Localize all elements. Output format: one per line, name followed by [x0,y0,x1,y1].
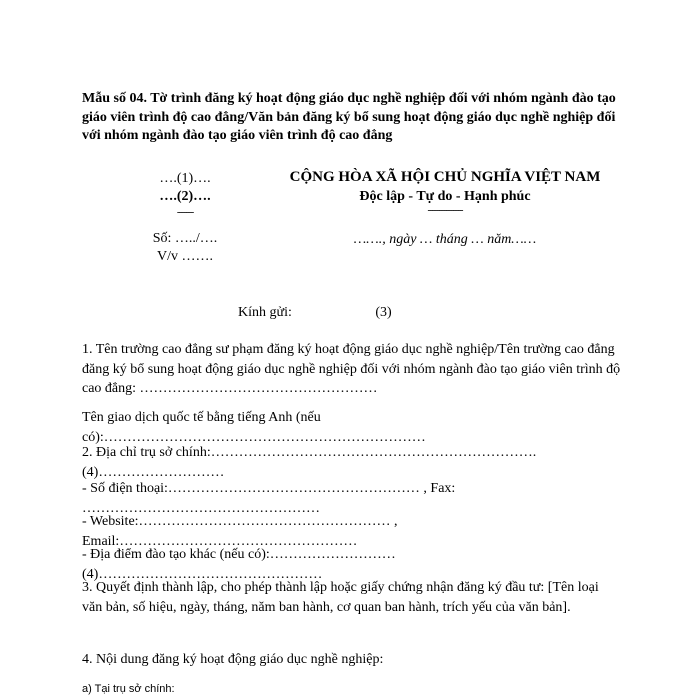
document-subject: V/v ……. [157,249,213,264]
recipient-ref: (3) [375,305,392,320]
document-date: ……., ngày … tháng … năm…… [353,232,537,247]
recipient-label: Kính gửi: [238,305,292,320]
recipient-line [238,305,392,321]
subitem-a-headquarters: a) Tại trụ sở chính: [82,683,175,695]
nation-name: CỘNG HÒA XÃ HỘI CHỦ NGHĨA VIỆT NAM [289,169,601,185]
document-title: Mẫu số 04. Tờ trình đăng ký hoạt động giáo dục nghề nghiệp đối với nhóm ngành đào tạo giáo viên trình độ cao đẳng/Văn bản đăng ký bổ sung hoạt động giáo dục nghề nghiệp đối với nhóm ngành đào tạo giáo viên trình độ cao đẳng [82,91,616,143]
agency-line-2: ….(2)…. [159,189,211,204]
national-header [285,168,605,249]
agency-divider: ------- [176,207,194,218]
item-website-email: - Website:……………………………………………… , Email:…………………………………………… [82,514,398,549]
document-number: Số: …../…. [152,231,218,246]
item-international-name: Tên giao dịch quốc tế bằng tiếng Anh (nếu có):…………………………………………………………… [82,410,426,445]
item-1-school-name: 1. Tên trường cao đẳng sư phạm đăng ký hoạt động giáo dục nghề nghiệp/Tên trường cao đẳng đăng ký bổ sung hoạt động giáo dục nghề nghiệp đối với nhóm ngành đào tạo giáo viên trình độ cao đẳng: …………………………………………… [82,342,621,396]
agency-line-1: ….(1)…. [159,171,211,186]
item-2-address: 2. Địa chỉ trụ sở chính:……………………………………………………………. (4)……………………… [82,445,537,480]
agency-header [130,170,240,266]
motto-divider: --------------- [427,205,463,216]
item-other-location: - Địa điểm đào tạo khác (nếu có):……………………… (4)………………………………………… [82,547,396,582]
item-phone-fax: - Số điện thoại:……………………………………………… , Fax: …………………………………………… [82,481,456,516]
item-3-decision: 3. Quyết định thành lập, cho phép thành lập hoặc giấy chứng nhận đăng ký đầu tư: [Tên loại văn bản, số hiệu, ngày, tháng, năm ban hành, cơ quan ban hành, trích yếu của văn bản]. [82,580,599,615]
item-4-content: 4. Nội dung đăng ký hoạt động giáo dục nghề nghiệp: [82,652,384,667]
national-motto: Độc lập - Tự do - Hạnh phúc [359,189,531,204]
